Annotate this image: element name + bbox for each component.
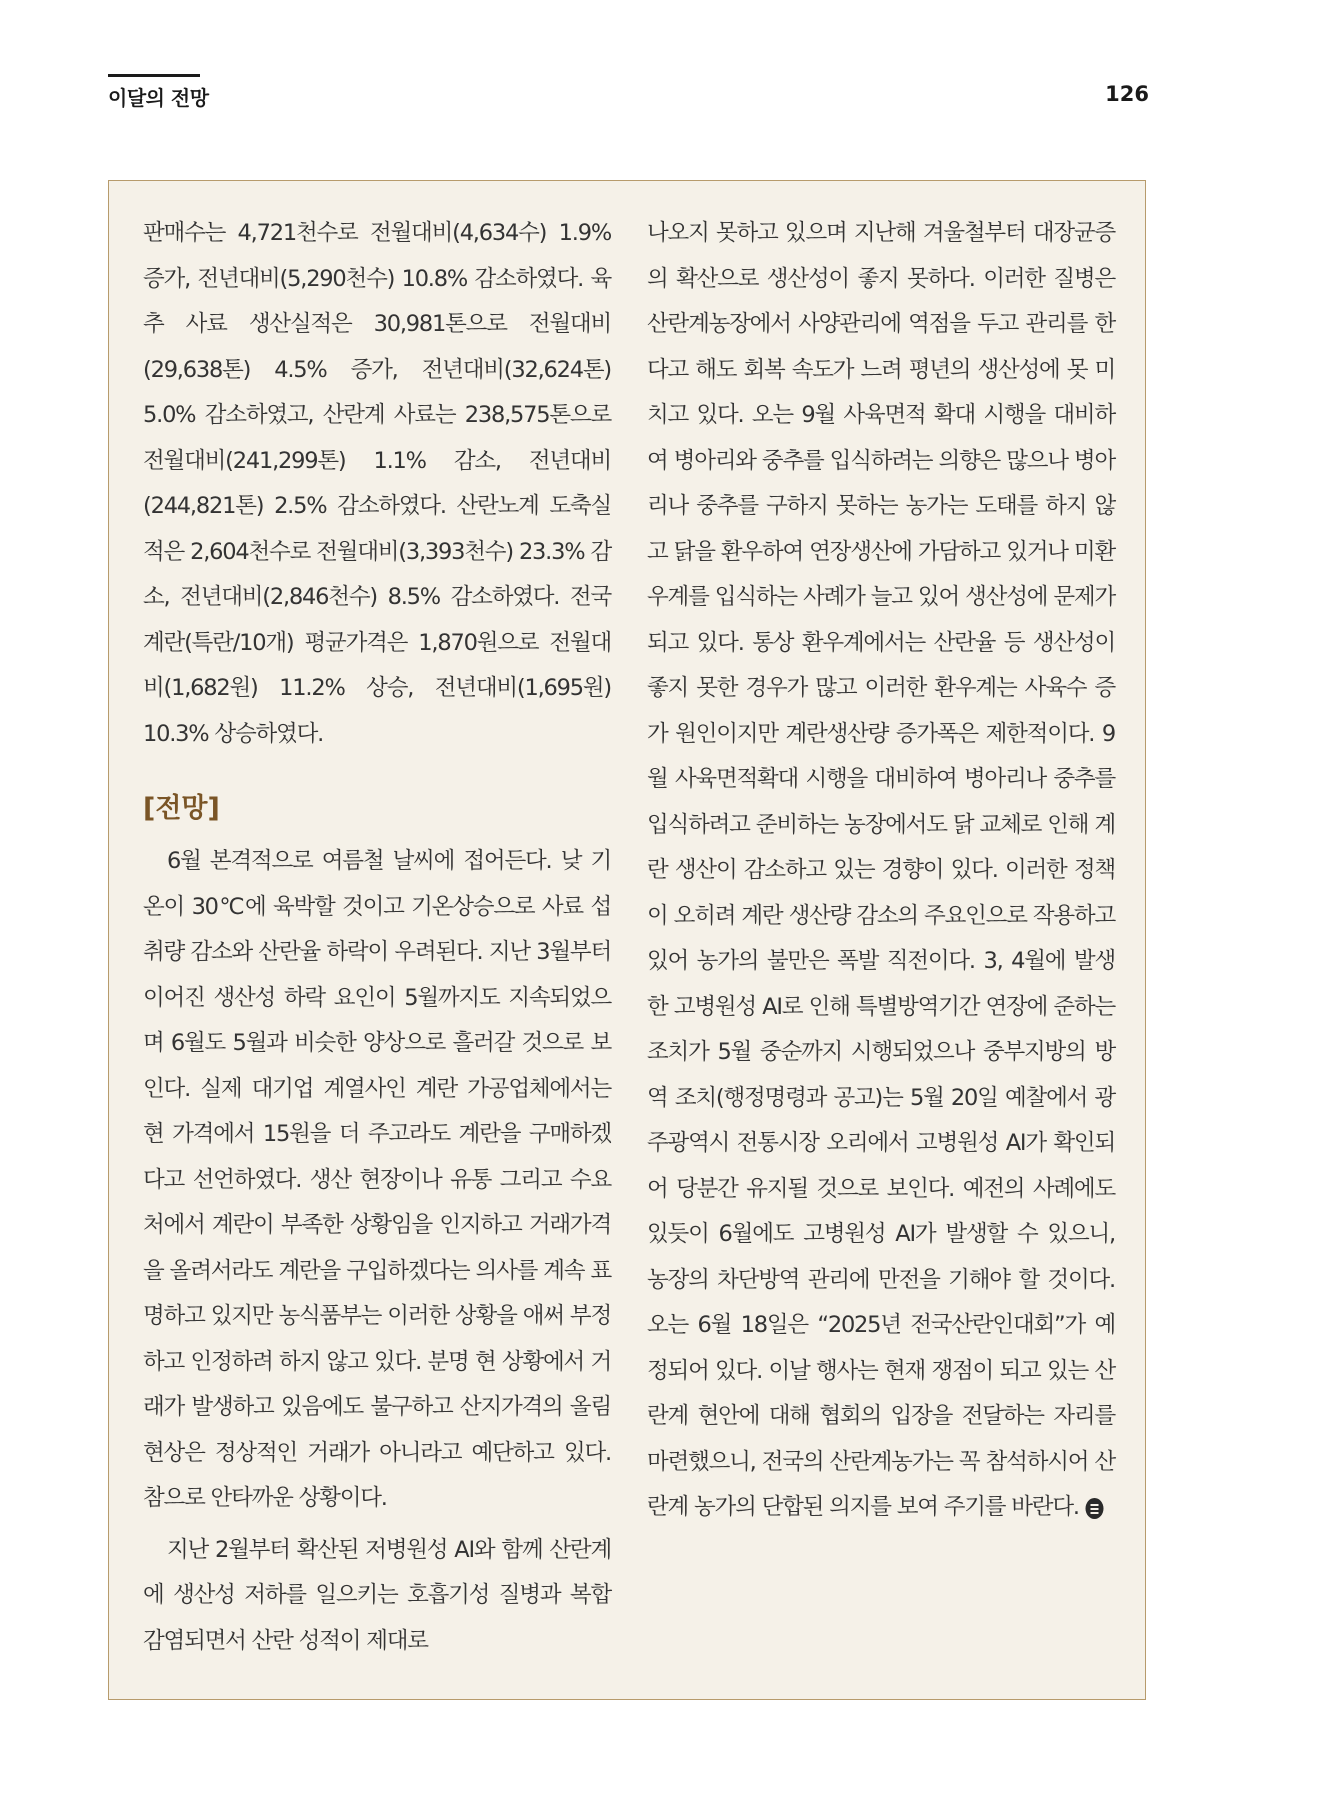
right-paragraph-1 — [647, 211, 1115, 1531]
section-label: 이달의 전망 — [108, 86, 209, 110]
right-paragraph-text: 나오지 못하고 있으며 지난해 겨울철부터 대장균증의 확산으로 생산성이 좋지 못하다. 이러한 질병은 산란계농장에서 사양관리에 역점을 두고 관리를 한다고 해도 회복 속도가 느려 평년의 생산성에 못 미치고 있다. 오는 9월 사육면적 확대 시행을 대비하여 병아리와 중추를 입식하려는 의향은 많으나 병아리나 중추를 구하지 못하는 농가는 도태를 하지 않고 닭을 환우하여 연장생산에 가담하고 있거나 미환우계를 입식하는 사례가 늘고 있어 생산성에 문제가 되고 있다. 통상 환우계에서는 산란율 등 생산성이 좋지 못한 경우가 많고 이러한 환우계는 사육수 증가 원인이지만 계란생산량 증가폭은 제한적이다. 9월 사육면적확대 시행을 대비하여 병아리나 중추를 입식하려고 준비하는 농장에서도 닭 교체로 인해 계란 생산이 감소하고 있는 경향이 있다. 이러한 정책이 오히려 계란 생산량 감소의 주요인으로 작용하고 있어 농가의 불만은 폭발 직전이다. 3, 4월에 발생한 고병원성 AI로 인해 특별방역기간 연장에 준하는 조치가 5월 중순까지 시행되었으나 중부지방의 방역 조치(행정명령과 공고)는 5월 20일 예찰에서 광주광역시 전통시장 오리에서 고병원성 AI가 확인되어 당분간 유지될 것으로 보인다. 예전의 사례에도 있듯이 6월에도 고병원성 AI가 발생할 수 있으니, 농장의 차단방역 관리에 만전을 기해야 할 것이다. 오는 6월 18일은 “2025년 전국산란인대회”가 예정되어 있다. 이날 행사는 현재 쟁점이 되고 있는 산란계 현안에 대해 협회의 입장을 전달하는 자리를 마련했으니, 전국의 산란계농가는 꼭 참석하시어 산란계 농가의 단합된 의지를 보여 주기를 바란다. — [647, 220, 1115, 1520]
page-number: 126 — [1105, 82, 1149, 106]
left-paragraph-1: 판매수는 4,721천수로 전월대비(4,634수) 1.9% 증가, 전년대비(5,290천수) 10.8% 감소하였다. 육추 사료 생산실적은 30,981톤으로 전월대비(29,638톤) 4.5% 증가, 전년대비(32,624톤) 5.0% 감소하였고, 산란계 사료는 238,575톤으로 전월대비(241,299톤) 1.1% 감소, 전년대비(244,821톤) 2.5% 감소하였다. 산란노계 도축실적은 2,604천수로 전월대비(3,393천수) 23.3% 감소, 전년대비(2,846천수) 8.5% 감소하였다. 전국 계란(특란/10개) 평균가격은 1,870원으로 전월대비(1,682원) 11.2% 상승, 전년대비(1,695원) 10.3% 상승하였다. — [143, 220, 611, 747]
right-column — [647, 211, 1115, 1531]
left-column — [143, 211, 611, 1664]
left-paragraph-2: 6월 본격적으로 여름철 날씨에 접어든다. 낮 기온이 30℃에 육박할 것이고 기온상승으로 사료 섭취량 감소와 산란율 하락이 우려된다. 지난 3월부터 이어진 생산성 하락 요인이 5월까지도 지속되었으며 6월도 5월과 비슷한 양상으로 흘러갈 것으로 보인다. 실제 대기업 계열사인 계란 가공업체에서는 현 가격에서 15원을 더 주고라도 계란을 구매하겠다고 선언하였다. 생산 현장이나 유통 그리고 수요처에서 계란이 부족한 상황임을 인지하고 거래가격을 올려서라도 계란을 구입하겠다는 의사를 계속 표명하고 있지만 농식품부는 이러한 상황을 애써 부정하고 인정하려 하지 않고 있다. 분명 현 상황에서 거래가 발생하고 있음에도 불구하고 산지가격의 올림 현상은 정상적인 거래가 아니라고 예단하고 있다. 참으로 안타까운 상황이다. — [143, 848, 611, 1511]
section-heading-outlook: [전망] — [143, 793, 220, 824]
article-box — [108, 180, 1146, 1700]
header-rule — [108, 74, 200, 77]
egg-end-mark-icon — [1085, 1497, 1104, 1519]
left-paragraph-3: 지난 2월부터 확산된 저병원성 AI와 함께 산란계에 생산성 저하를 일으키는 호흡기성 질병과 복합 감염되면서 산란 성적이 제대로 — [143, 1536, 611, 1654]
